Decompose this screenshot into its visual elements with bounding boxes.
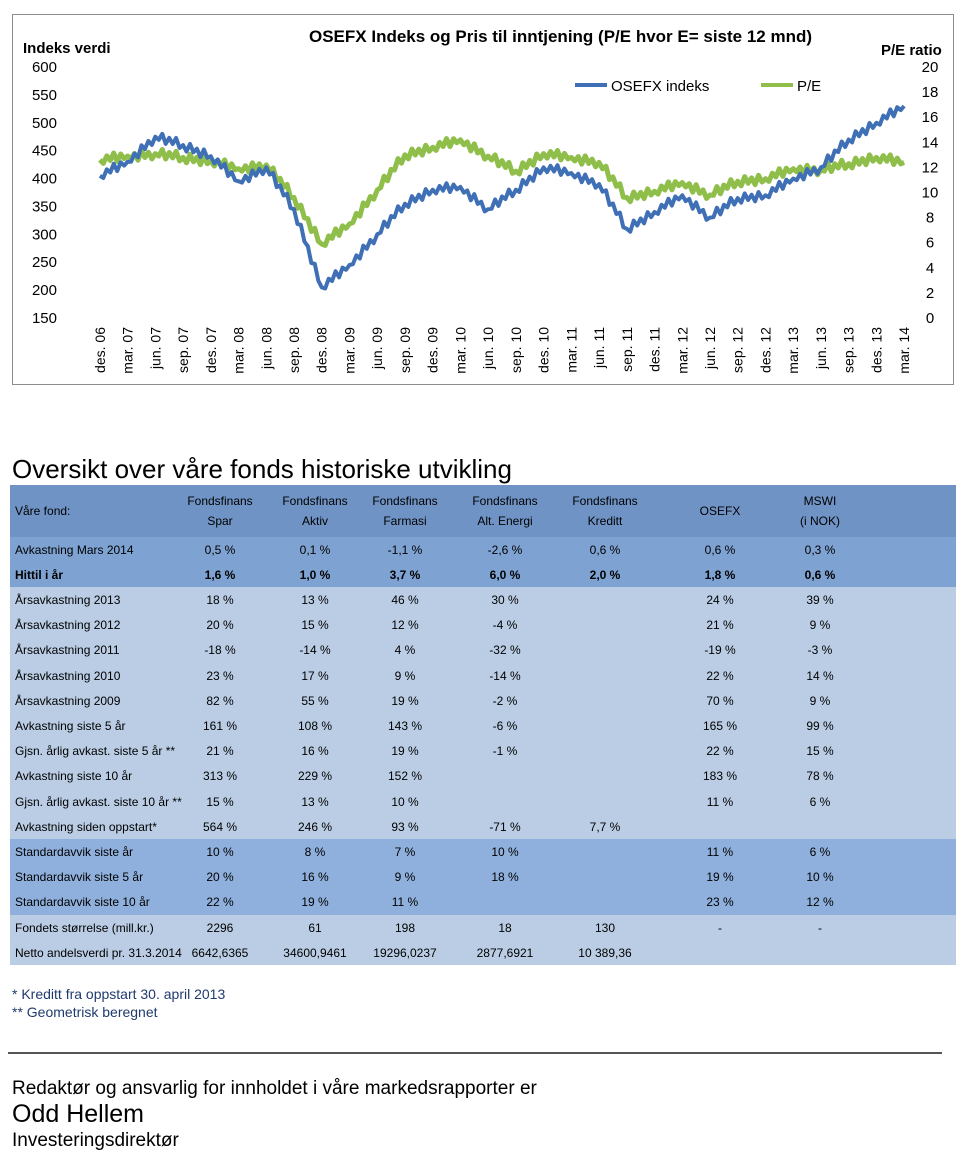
x-tick-label: jun. 11	[591, 327, 608, 368]
x-tick-label: sep. 07	[175, 327, 192, 373]
table-cell: 3,7 %	[389, 567, 421, 582]
table-cell: -32 %	[489, 643, 521, 658]
table-cell: 9 %	[809, 618, 831, 633]
header-corner-label: Våre fond:	[15, 504, 71, 518]
row-label: Årsavkastning 2009	[15, 693, 121, 708]
row-label: Netto andelsverdi pr. 31.3.2014	[15, 945, 182, 960]
table-row	[10, 789, 956, 814]
x-tick-label: mar. 09	[341, 327, 358, 374]
table-cell: 6 %	[809, 844, 831, 859]
column-header-line2: (i NOK)	[800, 514, 840, 528]
table-cell: -1 %	[492, 744, 518, 759]
table-cell: 7,7 %	[589, 819, 621, 834]
row-label: Årsavkastning 2011	[15, 643, 120, 658]
table-cell: 22 %	[206, 895, 234, 910]
table-cell: 22 %	[706, 668, 734, 683]
y2-tick-label: 12	[921, 159, 939, 177]
table-cell: 82 %	[206, 693, 234, 708]
editor-role: Investeringsdirektør	[12, 1130, 179, 1151]
table-cell: 9 %	[809, 693, 831, 708]
x-tick-label: jun. 12	[702, 327, 718, 370]
y2-tick-label: 4	[925, 259, 935, 277]
x-tick-label: des. 13	[868, 327, 885, 373]
footnote-kreditt: * Kreditt fra oppstart 30. april 2013	[12, 986, 226, 1002]
table-row	[10, 613, 956, 638]
table-cell: 13 %	[301, 592, 329, 607]
table-cell: 0,6 %	[804, 567, 836, 582]
table-cell: 30 %	[491, 592, 519, 607]
table-cell: 13 %	[301, 794, 329, 809]
x-tick-label: mar. 11	[563, 327, 580, 373]
table-cell: 16 %	[301, 744, 329, 759]
column-header-line2: Aktiv	[301, 514, 328, 528]
table-cell: 22 %	[706, 744, 734, 759]
table-cell: 10 %	[391, 794, 419, 809]
table-row	[10, 663, 956, 688]
table-cell: 9 %	[394, 668, 416, 683]
footnote-geometric: ** Geometrisk beregnet	[12, 1004, 158, 1020]
y-tick-label: 250	[31, 254, 57, 272]
x-tick-label: mar. 08	[230, 327, 247, 374]
y2-tick-label: 0	[925, 310, 935, 327]
table-cell: -4 %	[492, 618, 518, 633]
table-cell: -2,6 %	[487, 542, 523, 557]
table-cell: 1,6 %	[204, 567, 236, 582]
row-label: Gjsn. årlig avkast. siste 5 år **	[15, 744, 176, 759]
table-cell: 6 %	[809, 794, 831, 809]
left-axis-title: Indeks verdi	[23, 40, 111, 57]
table-cell: 19 %	[301, 895, 329, 910]
table-cell: 12 %	[806, 895, 834, 910]
x-tick-label: jun. 13	[812, 327, 829, 370]
column-header-line1: Fondsfinans	[282, 494, 348, 508]
table-cell: 10 %	[491, 844, 519, 859]
table-cell: 0,6 %	[704, 542, 736, 557]
table-cell: 564 %	[202, 819, 238, 834]
column-header	[760, 485, 880, 537]
y-tick-label: 150	[31, 310, 57, 327]
x-tick-label: sep. 09	[396, 327, 413, 373]
section-title: Oversikt over våre fonds historiske utvikling	[12, 454, 512, 484]
editor-statement: Redaktør og ansvarlig for innholdet i våre markedsrapporter er	[12, 1078, 537, 1099]
column-header-line1: Fondsfinans	[187, 494, 253, 508]
column-header	[165, 485, 275, 537]
column-header-line2: OSEFX	[699, 504, 741, 518]
table-cell: 46 %	[391, 592, 419, 607]
table-cell	[665, 940, 775, 965]
column-header-line2: Spar	[207, 514, 233, 528]
table-cell: 152 %	[387, 769, 423, 784]
x-tick-label: jun. 08	[258, 327, 275, 370]
x-tick-label: mar. 10	[452, 327, 469, 374]
x-tick-label: mar. 13	[785, 327, 802, 374]
x-tick-label: des. 06	[91, 327, 108, 373]
table-cell: -6 %	[492, 718, 518, 733]
column-header-line2: Kreditt	[587, 514, 623, 528]
chart-panel	[12, 14, 954, 385]
table-row	[10, 865, 956, 890]
y-tick-label: 450	[31, 142, 57, 160]
table-cell: 61	[308, 920, 322, 935]
table-row	[10, 688, 956, 713]
table-cell: -2 %	[492, 693, 518, 708]
table-cell: 78 %	[806, 769, 834, 784]
table-cell	[455, 890, 555, 915]
legend-label: OSEFX indeks	[611, 78, 710, 95]
row-label: Standardavvik siste 10 år	[15, 895, 150, 910]
table-row	[10, 940, 956, 965]
table-cell: -1,1 %	[387, 542, 423, 557]
table-cell: 143 %	[387, 718, 423, 733]
table-cell: 2877,6921	[476, 945, 534, 960]
table-cell: 198	[394, 920, 416, 935]
table-cell: 229 %	[297, 769, 333, 784]
y2-tick-label: 6	[925, 234, 935, 252]
table-cell: -18 %	[204, 643, 236, 658]
table-row	[10, 587, 956, 612]
row-label: Avkastning Mars 2014	[15, 542, 134, 557]
divider	[8, 1052, 942, 1054]
row-label: Avkastning siden oppstart*	[15, 819, 157, 834]
table-cell: 19 %	[391, 744, 419, 759]
table-cell: 11 %	[706, 844, 734, 859]
series-line	[100, 106, 904, 289]
column-header	[450, 485, 560, 537]
table-cell	[555, 865, 655, 890]
x-tick-label: sep. 08	[286, 327, 302, 373]
table-header	[10, 485, 956, 537]
table-cell: 93 %	[391, 819, 419, 834]
table-cell: 23 %	[206, 668, 234, 683]
table-cell: 4 %	[394, 643, 416, 658]
y-tick-label: 400	[31, 170, 57, 188]
table-cell	[555, 713, 655, 738]
table-cell: 6,0 %	[489, 567, 521, 582]
table-cell: 108 %	[297, 718, 333, 733]
table-row	[10, 764, 956, 789]
y2-tick-label: 18	[921, 84, 939, 102]
table-cell: 313 %	[202, 769, 238, 784]
table-cell: 23 %	[706, 895, 734, 910]
table-cell	[555, 613, 655, 638]
row-label: Avkastning siste 5 år	[15, 718, 126, 733]
table-cell: 10 %	[806, 870, 834, 885]
x-tick-label: sep. 13	[840, 327, 857, 373]
table-cell: 18 %	[491, 870, 519, 885]
row-label: Årsavkastning 2012	[15, 618, 121, 633]
x-tick-label: des. 08	[313, 327, 330, 373]
table-cell: 7 %	[394, 844, 416, 859]
table-cell: -14 %	[489, 668, 521, 683]
table-cell: 0,3 %	[804, 542, 836, 557]
table-row	[10, 915, 956, 940]
table-cell: 99 %	[806, 718, 834, 733]
table-cell: 2,0 %	[589, 567, 621, 582]
column-header	[350, 485, 460, 537]
y2-tick-label: 2	[925, 284, 935, 302]
table-cell	[665, 814, 775, 839]
table-cell	[455, 764, 555, 789]
chart-title: OSEFX Indeks og Pris til inntjening (P/E hvor E= siste 12 mnd)	[309, 27, 813, 46]
table-cell: 11 %	[706, 794, 734, 809]
table-cell	[455, 789, 555, 814]
table-cell: -	[718, 920, 722, 935]
table-row	[10, 814, 956, 839]
fund-performance-table	[10, 485, 956, 966]
row-label: Hittil i år	[15, 567, 64, 582]
x-tick-label: mar. 14	[896, 327, 913, 374]
table-cell: 161 %	[202, 718, 238, 733]
table-cell: 15 %	[806, 744, 834, 759]
table-cell: 130	[594, 920, 616, 935]
x-tick-label: des. 12	[757, 327, 774, 373]
table-cell	[555, 587, 655, 612]
table-cell: 2296	[206, 920, 234, 935]
x-tick-label: des. 10	[535, 327, 552, 373]
y-tick-label: 500	[31, 114, 57, 132]
x-tick-label: mar. 12	[674, 327, 691, 374]
editor-name: Odd Hellem	[12, 1100, 144, 1128]
table-cell: 15 %	[206, 794, 234, 809]
table-cell: 21 %	[206, 744, 234, 759]
table-cell: 246 %	[297, 819, 333, 834]
table-cell: 17 %	[301, 668, 329, 683]
table-cell: 19296,0237	[373, 945, 437, 960]
table-row	[10, 739, 956, 764]
y-tick-label: 350	[31, 198, 57, 216]
table-cell: 1,0 %	[299, 567, 331, 582]
x-tick-label: sep. 10	[507, 327, 524, 373]
table-cell: 10 %	[206, 844, 234, 859]
table-row	[10, 537, 956, 562]
table-row	[10, 562, 956, 587]
table-cell: 10 389,36	[578, 945, 632, 960]
table-cell	[555, 789, 655, 814]
table-cell: 39 %	[806, 592, 834, 607]
legend-label: P/E	[797, 78, 822, 95]
x-tick-label: des. 11	[646, 327, 663, 372]
x-tick-label: jun. 07	[147, 327, 164, 370]
table-cell	[555, 638, 655, 663]
table-cell	[765, 940, 875, 965]
table-cell: 15 %	[301, 618, 329, 633]
x-tick-label: des. 07	[202, 327, 219, 373]
table-cell	[555, 663, 655, 688]
table-cell: 165 %	[702, 718, 738, 733]
y-tick-label: 200	[31, 282, 57, 300]
y2-tick-label: 14	[921, 134, 939, 152]
column-header-line1: MSWI	[803, 494, 837, 508]
table-cell: 11 %	[391, 895, 419, 910]
row-label: Årsavkastning 2013	[15, 592, 121, 607]
table-row	[10, 890, 956, 915]
table-cell: 16 %	[301, 870, 329, 885]
table-cell: 19 %	[706, 870, 734, 885]
table-cell: 20 %	[206, 618, 234, 633]
table-cell	[555, 764, 655, 789]
table-cell: 6642,6365	[191, 945, 249, 960]
table-cell: 70 %	[706, 693, 734, 708]
table-cell: 0,6 %	[589, 542, 621, 557]
series-line	[100, 139, 904, 246]
row-label: Standardavvik siste 5 år	[15, 870, 144, 885]
right-axis-title: P/E ratio	[881, 42, 942, 59]
row-label: Fondets størrelse (mill.kr.)	[15, 920, 154, 935]
table-row	[10, 713, 956, 738]
line-chart	[13, 15, 955, 386]
x-tick-label: jun. 09	[369, 327, 386, 370]
table-cell	[555, 839, 655, 864]
table-cell	[555, 890, 655, 915]
y-tick-label: 300	[31, 226, 57, 244]
column-header-line2: Farmasi	[383, 514, 427, 528]
table-cell: 183 %	[702, 769, 738, 784]
table-cell: -	[818, 920, 822, 935]
table-cell: -19 %	[704, 643, 736, 658]
column-header-line2: Alt. Energi	[477, 514, 533, 528]
table-cell: 9 %	[394, 870, 416, 885]
column-header-line1: Fondsfinans	[572, 494, 638, 508]
x-tick-label: sep. 11	[618, 327, 635, 372]
row-label: Årsavkastning 2010	[15, 668, 121, 683]
y2-tick-label: 8	[925, 209, 935, 227]
table-cell: -71 %	[489, 819, 521, 834]
column-header-line1: Fondsfinans	[372, 494, 438, 508]
y2-tick-label: 20	[921, 59, 939, 76]
table-cell: 12 %	[391, 618, 419, 633]
table-row	[10, 638, 956, 663]
table-cell: 24 %	[706, 592, 734, 607]
table-cell	[555, 739, 655, 764]
column-header-line1: Fondsfinans	[472, 494, 538, 508]
table-cell: 55 %	[301, 693, 329, 708]
table-cell: 0,5 %	[204, 542, 236, 557]
x-tick-label: mar. 07	[119, 327, 136, 374]
row-label: Gjsn. årlig avkast. siste 10 år **	[15, 794, 182, 809]
table-cell	[765, 814, 875, 839]
row-label: Standardavvik siste år	[15, 844, 134, 859]
table-cell: 34600,9461	[283, 945, 347, 960]
table-cell	[555, 688, 655, 713]
table-cell: 0,1 %	[299, 542, 331, 557]
y-tick-label: 600	[31, 59, 57, 76]
table-cell: 20 %	[206, 870, 234, 885]
column-header	[550, 485, 660, 537]
table-cell: 19 %	[391, 693, 419, 708]
table-cell: 1,8 %	[704, 567, 736, 582]
x-tick-label: jun. 10	[480, 326, 497, 370]
table-cell: 21 %	[706, 618, 734, 633]
x-tick-label: sep. 12	[729, 327, 746, 373]
row-label: Avkastning siste 10 år	[15, 769, 133, 784]
table-cell: -3 %	[807, 643, 833, 658]
table-cell: 18 %	[206, 592, 234, 607]
y2-tick-label: 10	[921, 184, 939, 202]
y2-tick-label: 16	[921, 109, 939, 127]
x-tick-label: des. 09	[424, 327, 441, 373]
table-cell: 8 %	[304, 844, 326, 859]
y-tick-label: 550	[31, 86, 57, 104]
table-cell: -14 %	[299, 643, 331, 658]
table-cell: 18	[498, 920, 512, 935]
table-row	[10, 839, 956, 864]
table-cell: 14 %	[806, 668, 834, 683]
